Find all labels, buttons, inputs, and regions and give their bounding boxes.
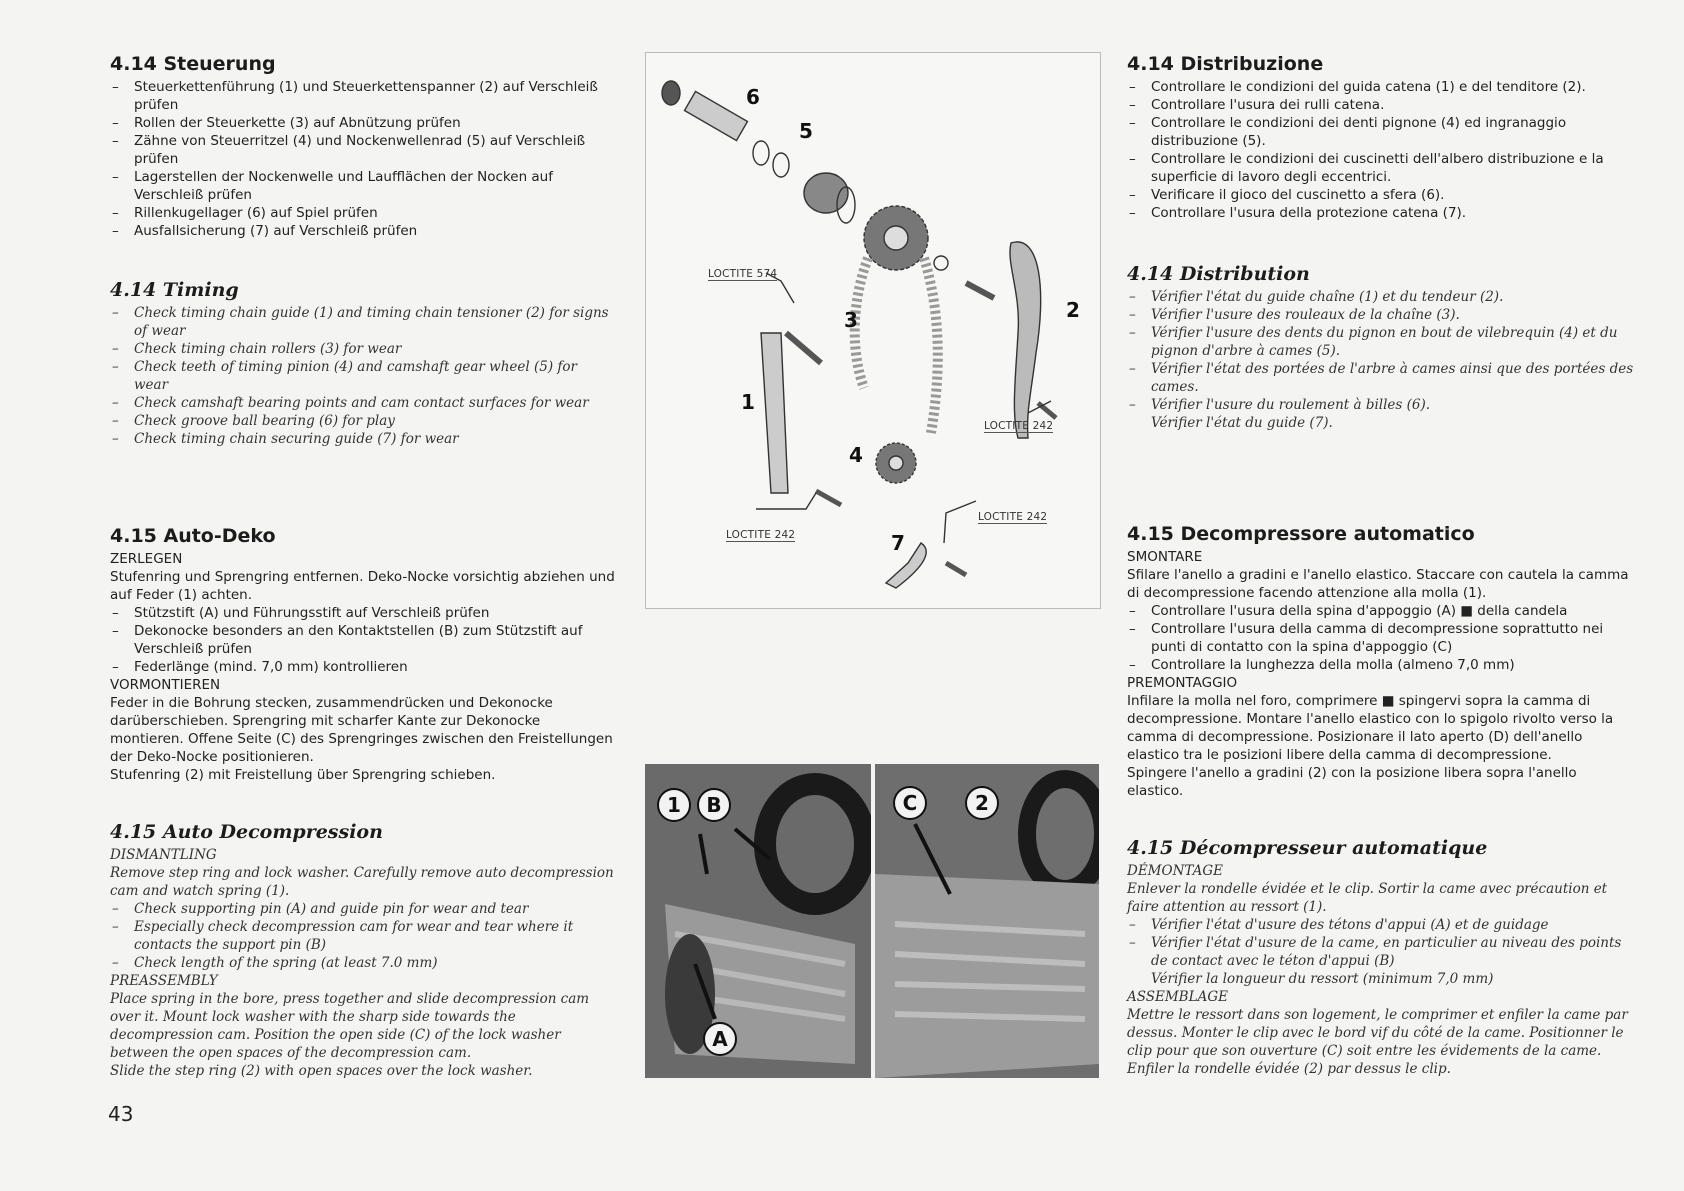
list-item: – Check teeth of timing pinion (4) and camshaft gear wheel (5) for wear: [110, 358, 615, 394]
list-item: – Especially check decompression cam for wear and tear where it contacts the support pin (B): [110, 918, 615, 954]
paragraph: Feder in die Bohrung stecken, zusammendrücken und Dekonocke darüberschieben. Sprengring mit scharfer Kante zur Dekonocke montieren. Offene Seite (C) des Sprengringes zwischen den Freistellungen der Deko-Nocke positionieren.: [110, 695, 613, 765]
section-title: 4.14 Distribuzione: [1127, 53, 1324, 75]
list-item: – Vérifier l'usure des rouleaux de la chaîne (3).: [1127, 306, 1635, 324]
list-item: – Controllare l'usura dei rulli catena.: [1127, 96, 1635, 114]
paragraph: Stufenring und Sprengring entfernen. Deko-Nocke vorsichtig abziehen und auf Feder (1) achten.: [110, 569, 615, 603]
list-item: – Vérifier l'état du guide chaîne (1) et du tendeur (2).: [1127, 288, 1635, 306]
subheading: PREMONTAGGIO: [1127, 675, 1238, 691]
section-decompresseur: [1127, 836, 1635, 1078]
paragraph: Remove step ring and lock washer. Carefully remove auto decompression cam and watch spring (1).: [110, 865, 614, 899]
list-item: – Vérifier l'usure du roulement à billes (6).: [1127, 396, 1635, 414]
page-number: 43: [108, 1102, 134, 1126]
list-item: – Zähne von Steuerritzel (4) und Nockenwellenrad (5) auf Verschleiß prüfen: [110, 132, 615, 168]
loctite-242-label: LOCTITE 242: [984, 420, 1054, 432]
diagram-label-3: 3: [844, 308, 858, 332]
check-list: [1127, 916, 1635, 970]
section-title: 4.15 Decompressore automatico: [1127, 523, 1475, 545]
list-item: – Check groove ball bearing (6) for play: [110, 412, 615, 430]
paragraph: Vérifier la longueur du ressort (minimum 7,0 mm): [1151, 971, 1494, 987]
list-item: – Rillenkugellager (6) auf Spiel prüfen: [110, 204, 615, 222]
diagram-label-6: 6: [746, 85, 760, 109]
list-item: – Dekonocke besonders an den Kontaktstellen (B) zum Stützstift auf Verschleiß prüfen: [110, 622, 615, 658]
paragraph: Place spring in the bore, press together and slide decompression cam over it. Mount lock washer with the sharp side towards the decompression cam. Position the open side (C) of the lock washer between the open spaces of the decompression cam.: [110, 991, 590, 1061]
list-item: – Check supporting pin (A) and guide pin for wear and tear: [110, 900, 615, 918]
list-item: – Controllare le condizioni del guida catena (1) e del tenditore (2).: [1127, 78, 1635, 96]
diagram-label-5: 5: [799, 119, 813, 143]
check-list: [1127, 602, 1635, 674]
list-item: – Controllare le condizioni dei denti pignone (4) ed ingranaggio distribuzione (5).: [1127, 114, 1635, 150]
loctite-574-label: LOCTITE 574: [708, 268, 778, 280]
callout-C: C: [893, 786, 927, 820]
list-item: – Vérifier l'état des portées de l'arbre à cames ainsi que des portées des cames.: [1127, 360, 1635, 396]
list-item: – Vérifier l'usure des dents du pignon en bout de vilebrequin (4) et du pignon d'arbre à cames (5).: [1127, 324, 1635, 360]
list-item: – Check timing chain guide (1) and timing chain tensioner (2) for signs of wear: [110, 304, 615, 340]
paragraph: Vérifier l'état du guide (7).: [1151, 415, 1333, 431]
section-title: 4.15 Décompresseur automatique: [1127, 837, 1488, 859]
subheading: DISMANTLING: [110, 847, 217, 863]
section-title: 4.15 Auto-Deko: [110, 525, 276, 547]
diagram-label-2: 2: [1066, 298, 1080, 322]
section-title: 4.14 Steuerung: [110, 53, 276, 75]
subheading: ASSEMBLAGE: [1127, 989, 1228, 1005]
decompression-photo-left: [645, 764, 871, 1078]
list-item: – Check timing chain rollers (3) for wear: [110, 340, 615, 358]
list-item: – Controllare le condizioni dei cuscinetti dell'albero distribuzione e la superficie di lavoro degli eccentrici.: [1127, 150, 1635, 186]
section-autodecomp: [110, 820, 615, 1080]
subheading: VORMONTIEREN: [110, 677, 221, 693]
callout-A: A: [703, 1022, 737, 1056]
section-decompressore: [1127, 522, 1635, 800]
exploded-timing-diagram: [645, 52, 1101, 609]
check-list: [110, 604, 615, 676]
section-autodeko: [110, 524, 615, 784]
callout-1: 1: [657, 788, 691, 822]
loctite-242-label: LOCTITE 242: [978, 511, 1048, 523]
section-title: 4.15 Auto Decompression: [110, 821, 383, 843]
list-item: – Stützstift (A) und Führungsstift auf Verschleiß prüfen: [110, 604, 615, 622]
list-item: – Lagerstellen der Nockenwelle und Laufflächen der Nocken auf Verschleiß prüfen: [110, 168, 615, 204]
list-item: – Vérifier l'état d'usure des tétons d'appui (A) et de guidage: [1127, 916, 1635, 934]
diagram-label-4: 4: [849, 443, 863, 467]
decompression-photo-right: [875, 764, 1099, 1078]
loctite-242-label: LOCTITE 242: [726, 529, 796, 541]
check-list: [110, 78, 615, 240]
diagram-drawing: [646, 53, 1100, 608]
subheading: PREASSEMBLY: [110, 973, 218, 989]
check-list: [110, 900, 615, 972]
paragraph: Mettre le ressort dans son logement, le comprimer et enfiler la came par dessus. Monter le clip avec le bord vif du côté de la came. Positionner le clip pour que son ouverture (C) soit entre les évidements de la came.: [1127, 1007, 1628, 1059]
list-item: – Ausfallsicherung (7) auf Verschleiß prüfen: [110, 222, 615, 240]
list-item: – Controllare la lunghezza della molla (almeno 7,0 mm): [1127, 656, 1635, 674]
paragraph: Sfilare l'anello a gradini e l'anello elastico. Staccare con cautela la camma di decompressione facendo attenzione alla molla (1).: [1127, 567, 1629, 601]
list-item: – Check camshaft bearing points and cam contact surfaces for wear: [110, 394, 615, 412]
section-title: 4.14 Timing: [110, 279, 239, 301]
section-distribution: [1127, 262, 1635, 432]
paragraph: Slide the step ring (2) with open spaces over the lock washer.: [110, 1063, 533, 1079]
section-title: 4.14 Distribution: [1127, 263, 1310, 285]
check-list: [110, 304, 615, 448]
paragraph: Stufenring (2) mit Freistellung über Sprengring schieben.: [110, 767, 496, 783]
callout-2: 2: [965, 786, 999, 820]
section-timing: [110, 278, 615, 448]
paragraph: Enfiler la rondelle évidée (2) par dessus le clip.: [1127, 1061, 1451, 1077]
diagram-label-1: 1: [741, 390, 755, 414]
list-item: – Check timing chain securing guide (7) for wear: [110, 430, 615, 448]
paragraph: Enlever la rondelle évidée et le clip. Sortir la came avec précaution et faire attention au ressort (1).: [1127, 881, 1608, 915]
section-distribuzione: [1127, 52, 1635, 222]
subheading: SMONTARE: [1127, 549, 1203, 565]
callout-B: B: [697, 788, 731, 822]
check-list: [1127, 288, 1635, 414]
list-item: – Verificare il gioco del cuscinetto a sfera (6).: [1127, 186, 1635, 204]
subheading: ZERLEGEN: [110, 551, 183, 567]
section-steuerung: [110, 52, 615, 240]
list-item: – Controllare l'usura della spina d'appoggio (A) ■ della candela: [1127, 602, 1635, 620]
subheading: DÉMONTAGE: [1127, 863, 1224, 879]
check-list: [1127, 78, 1635, 222]
paragraph: Infilare la molla nel foro, comprimere ■ spingervi sopra la camma di decompressione. Montare l'anello elastico con lo spigolo rivolto verso la camma di decompressione. Posizionare il lato aperto (D) dell'anello elastico tra le posizioni libere della camma di decompressione.: [1127, 693, 1614, 763]
list-item: – Controllare l'usura della protezione catena (7).: [1127, 204, 1635, 222]
list-item: – Vérifier l'état d'usure de la came, en particulier au niveau des points de contact avec le téton d'appui (B): [1127, 934, 1635, 970]
diagram-label-7: 7: [891, 531, 905, 555]
list-item: – Rollen der Steuerkette (3) auf Abnützung prüfen: [110, 114, 615, 132]
paragraph: Spingere l'anello a gradini (2) con la posizione libera sopra l'anello elastico.: [1127, 765, 1577, 799]
list-item: – Controllare l'usura della camma di decompressione soprattutto nei punti di contatto con la spina d'appoggio (C): [1127, 620, 1635, 656]
list-item: – Federlänge (mind. 7,0 mm) kontrollieren: [110, 658, 615, 676]
list-item: – Check length of the spring (at least 7.0 mm): [110, 954, 615, 972]
list-item: – Steuerkettenführung (1) und Steuerkettenspanner (2) auf Verschleiß prüfen: [110, 78, 615, 114]
